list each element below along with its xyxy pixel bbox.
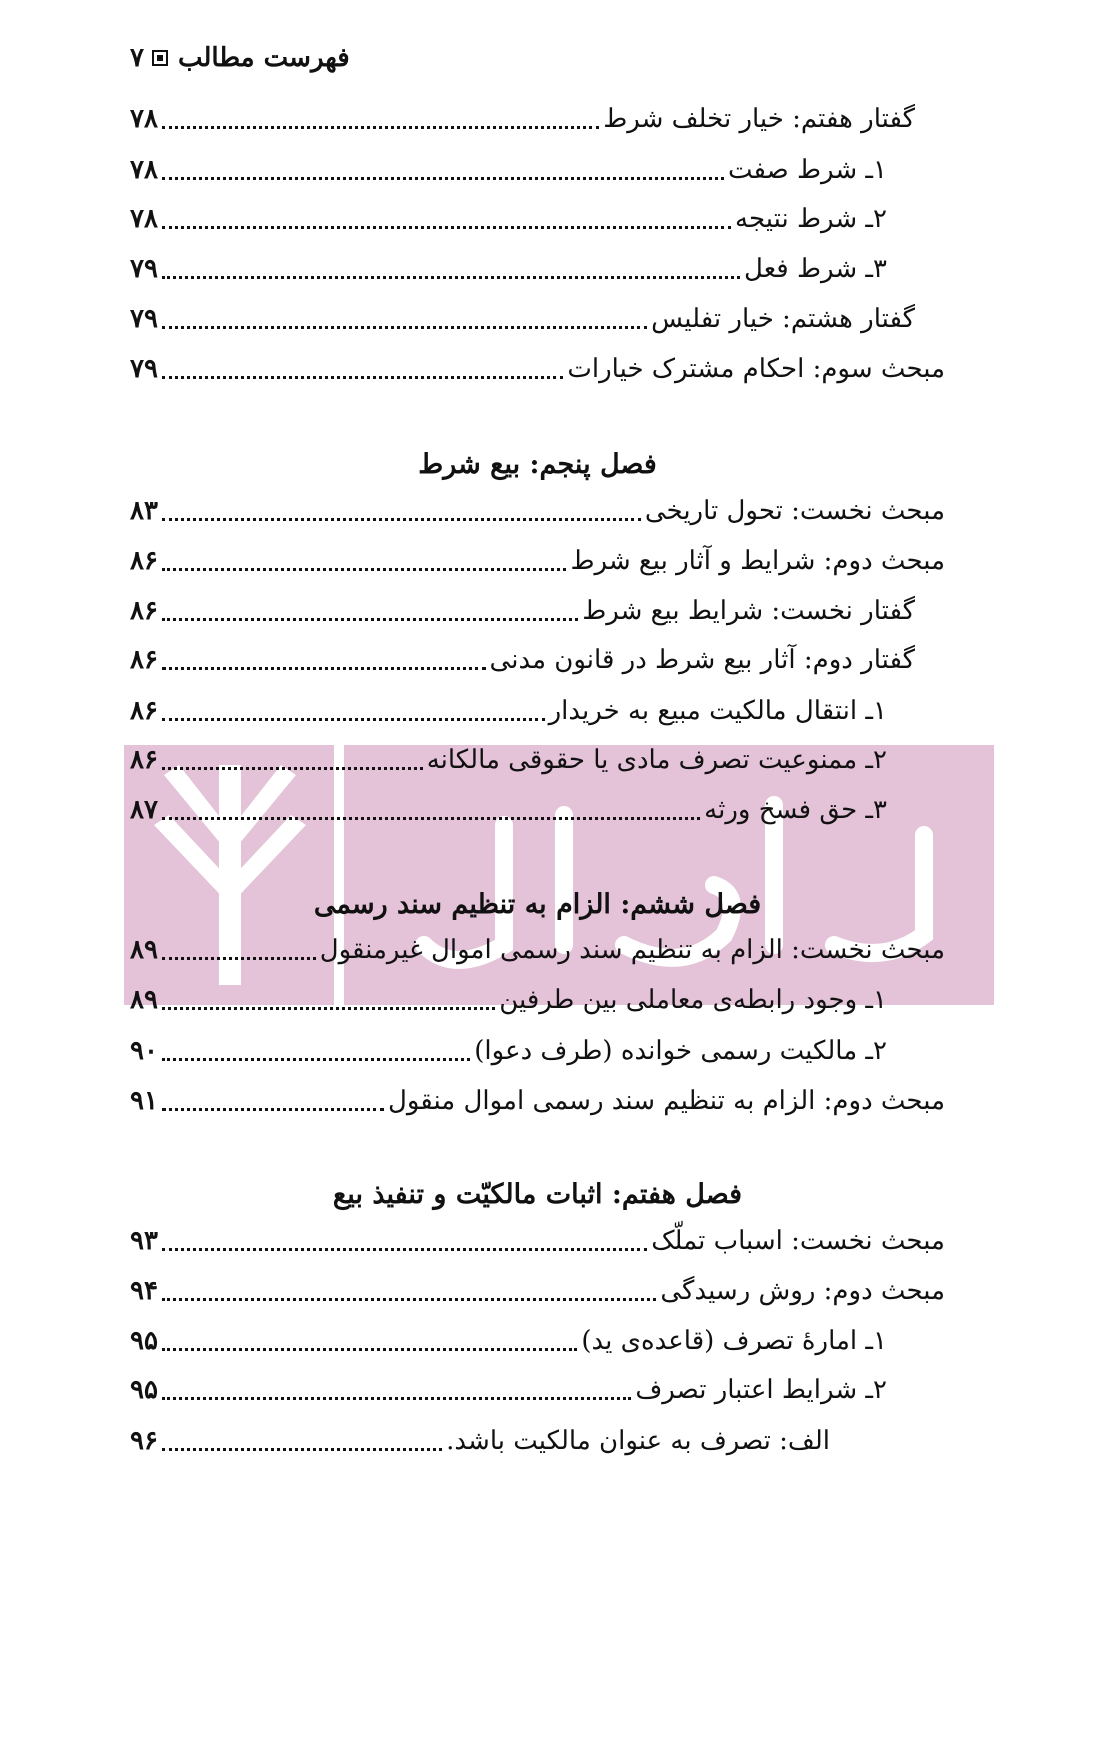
toc-entry-title: ۱ـ وجود رابطه‌ی معاملی بین طرفین: [499, 985, 887, 1015]
toc-entry-page: ۷۹: [130, 254, 158, 284]
page-header: [130, 38, 360, 78]
toc-entry-title: مبحث سوم: احکام مشترک خیارات: [567, 354, 945, 384]
toc-entry-title: ۲ـ شرایط اعتبار تصرف: [635, 1375, 887, 1405]
toc-entry[interactable]: [130, 148, 887, 192]
dot-leader: [162, 589, 578, 633]
chapter-heading[interactable]: فصل ششم: الزام به تنظیم سند رسمی: [313, 888, 762, 920]
toc-entry-title: ۲ـ شرط نتیجه: [735, 204, 887, 234]
toc-entry-page: ۸۷: [130, 795, 158, 825]
toc-entry-title: مبحث دوم: روش رسیدگی: [660, 1276, 945, 1306]
dot-leader: [162, 1419, 442, 1463]
toc-entry-title: مبحث نخست: اسباب تملّک: [651, 1226, 945, 1256]
page-number: ۷: [130, 43, 144, 73]
toc-entry-page: ۸۶: [130, 596, 158, 626]
toc-entry-page: ۸۶: [130, 546, 158, 576]
dot-leader: [162, 928, 316, 972]
toc-entry-page: ۷۸: [130, 204, 158, 234]
header-title: فهرست مطالب: [177, 43, 350, 73]
toc-entry[interactable]: [130, 689, 887, 733]
toc-entry[interactable]: [130, 638, 915, 682]
toc-entry-title: ۳ـ حق فسخ ورثه: [704, 795, 887, 825]
toc-entry-page: ۹۰: [130, 1036, 158, 1066]
toc-entry[interactable]: [130, 297, 915, 341]
dot-leader: [162, 539, 567, 583]
toc-entry-page: ۸۶: [130, 745, 158, 775]
dot-leader: [162, 788, 700, 832]
toc-entry[interactable]: [130, 1269, 945, 1313]
dot-leader: [162, 297, 647, 341]
toc-entry-page: ۸۶: [130, 645, 158, 675]
dot-leader: [162, 1219, 647, 1263]
toc-entry[interactable]: [130, 539, 945, 583]
dot-leader: [162, 1269, 656, 1313]
toc-entry-title: ۲ـ ممنوعیت تصرف مادی یا حقوقی مالکانه: [426, 745, 887, 775]
toc-entry-page: ۸۳: [130, 496, 158, 526]
toc-entry-title: ۱ـ امارهٔ تصرف (قاعده‌ی ید): [581, 1326, 887, 1356]
toc-entry[interactable]: [130, 928, 945, 972]
toc-entry[interactable]: [130, 788, 887, 832]
toc-entry[interactable]: [130, 1029, 887, 1073]
toc-entry-page: ۹۵: [130, 1375, 158, 1405]
toc-entry-page: ۹۵: [130, 1326, 158, 1356]
dot-leader: [162, 247, 740, 291]
toc-entry-title: ۲ـ مالکیت رسمی خوانده (طرف دعوا): [474, 1036, 887, 1066]
toc-entry[interactable]: [130, 1419, 830, 1463]
toc-entry[interactable]: [130, 347, 945, 391]
toc-entry-page: ۸۹: [130, 985, 158, 1015]
toc-entry[interactable]: [130, 1079, 945, 1123]
toc-entry[interactable]: [130, 197, 887, 241]
chapter-heading[interactable]: فصل هفتم: اثبات مالکیّت و تنفیذ بیع: [332, 1178, 743, 1210]
toc-entry-page: ۷۸: [130, 155, 158, 185]
dot-leader: [162, 347, 563, 391]
toc-entry[interactable]: [130, 247, 887, 291]
dot-leader: [162, 489, 641, 533]
toc-entry-title: مبحث نخست: تحول تاریخی: [644, 496, 945, 526]
toc-entry-page: ۸۹: [130, 935, 158, 965]
toc-entry-title: مبحث دوم: الزام به تنظیم سند رسمی اموال منقول: [387, 1086, 945, 1116]
square-bullet-icon: [152, 50, 168, 66]
toc-entry[interactable]: [130, 1219, 945, 1263]
dot-leader: [162, 1319, 577, 1363]
toc-entry-page: ۹۶: [130, 1426, 158, 1456]
chapter-heading[interactable]: فصل پنجم: بیع شرط: [418, 448, 657, 480]
toc-entry[interactable]: [130, 738, 887, 782]
toc-entry-title: مبحث نخست: الزام به تنظیم سند رسمی اموال غیرمنقول: [319, 935, 945, 965]
dot-leader: [162, 1368, 631, 1412]
toc-entry[interactable]: [130, 1368, 887, 1412]
dot-leader: [162, 638, 486, 682]
toc-entry[interactable]: [130, 97, 915, 141]
dot-leader: [162, 197, 731, 241]
toc-entry-title: ۳ـ شرط فعل: [744, 254, 887, 284]
toc-entry-page: ۹۳: [130, 1226, 158, 1256]
toc-entry-page: ۷۹: [130, 354, 158, 384]
dot-leader: [162, 738, 423, 782]
toc-entry-title: ۱ـ شرط صفت: [727, 155, 887, 185]
toc-entry-page: ۹۱: [130, 1086, 158, 1116]
toc-entry-page: ۷۹: [130, 304, 158, 334]
dot-leader: [162, 1079, 384, 1123]
toc-entry-title: گفتار هفتم: خیار تخلف شرط: [603, 104, 915, 134]
toc-entry-title: ۱ـ انتقال مالکیت مبیع به خریدار: [548, 696, 887, 726]
dot-leader: [162, 148, 724, 192]
toc-entry[interactable]: [130, 589, 915, 633]
dot-leader: [162, 1029, 470, 1073]
toc-entry-title: گفتار نخست: شرایط بیع شرط: [582, 596, 915, 626]
toc-entry-title: الف: تصرف به عنوان مالکیت باشد.: [446, 1426, 830, 1456]
dot-leader: [162, 978, 495, 1022]
toc-entry-title: مبحث دوم: شرایط و آثار بیع شرط: [570, 546, 945, 576]
dot-leader: [162, 689, 545, 733]
toc-entry-page: ۹۴: [130, 1276, 158, 1306]
toc-entry[interactable]: [130, 489, 945, 533]
toc-entry-page: ۸۶: [130, 696, 158, 726]
toc-entry[interactable]: [130, 1319, 887, 1363]
toc-entry[interactable]: [130, 978, 887, 1022]
toc-entry-title: گفتار دوم: آثار بیع شرط در قانون مدنی: [489, 645, 915, 675]
toc-entry-page: ۷۸: [130, 104, 158, 134]
toc-entry-title: گفتار هشتم: خیار تفلیس: [651, 304, 915, 334]
dot-leader: [162, 97, 599, 141]
